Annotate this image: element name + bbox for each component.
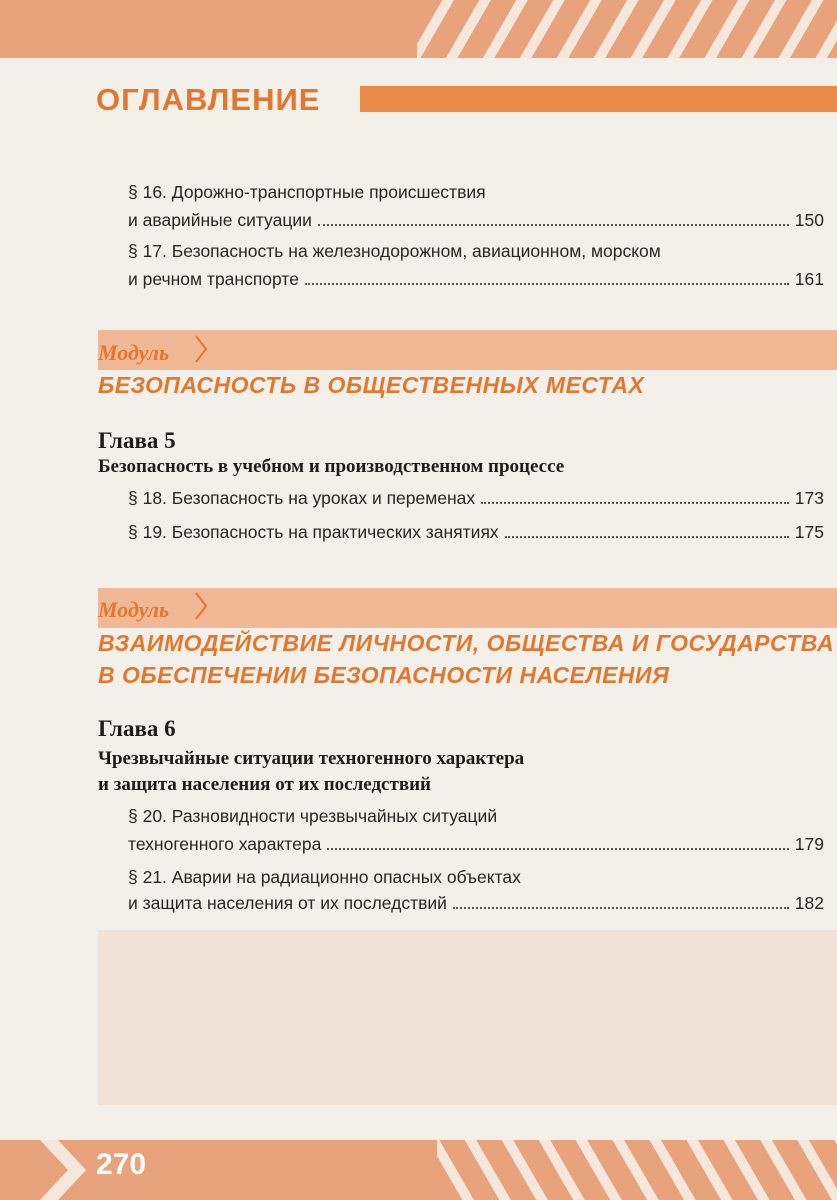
toc-entry-17-line2: и речном транспорте bbox=[128, 269, 299, 289]
module-title-line2: В ОБЕСПЕЧЕНИИ БЕЗОПАСНОСТИ НАСЕЛЕНИЯ bbox=[98, 662, 670, 688]
dot-leader bbox=[305, 283, 789, 285]
toc-entry-text: § 18. Безопасность на уроках и переменах bbox=[128, 488, 476, 508]
toc-entry-16[interactable] bbox=[128, 210, 824, 231]
decorative-panel bbox=[98, 930, 837, 1105]
toc-page-number: 161 bbox=[794, 269, 824, 289]
toc-page-number: 182 bbox=[794, 893, 824, 913]
chapter-title: Безопасность в учебном и производственном процессе bbox=[98, 456, 565, 477]
toc-entry-20-line2: техногенного характера bbox=[128, 834, 322, 854]
toc-entry-17[interactable] bbox=[128, 269, 824, 290]
chapter-number: Глава 6 bbox=[98, 716, 176, 741]
footer-stripes bbox=[437, 1140, 837, 1200]
toc-entry-17-line1[interactable]: § 17. Безопасность на железнодорожном, авиационном, морском bbox=[128, 241, 661, 261]
toc-page-number: 175 bbox=[794, 522, 824, 542]
module-band bbox=[98, 330, 837, 370]
chapter-title-line2: и защита населения от их последствий bbox=[98, 774, 431, 795]
toc-entry-21-line1[interactable]: § 21. Аварии на радиационно опасных объектах bbox=[128, 867, 521, 887]
module-label: Модуль bbox=[98, 597, 170, 622]
toc-page-number: 179 bbox=[794, 834, 824, 854]
dot-leader bbox=[327, 848, 788, 850]
dot-leader bbox=[481, 502, 789, 504]
module-label: Модуль bbox=[98, 340, 170, 365]
toc-entry-18[interactable] bbox=[128, 488, 824, 509]
chevron-right-icon bbox=[40, 1140, 90, 1200]
toc-entry-21[interactable] bbox=[128, 893, 824, 914]
dot-leader bbox=[318, 224, 789, 226]
top-decorative-band bbox=[0, 0, 837, 58]
toc-entry-16-line1[interactable]: § 16. Дорожно-транспортные происшествия bbox=[128, 182, 486, 202]
module-band bbox=[98, 588, 837, 628]
toc-page-number: 173 bbox=[794, 488, 824, 508]
toc-entry-text: § 19. Безопасность на практических занятиях bbox=[128, 522, 499, 542]
chapter-title-line1: Чрезвычайные ситуации техногенного характера bbox=[98, 748, 525, 769]
chevron-right-icon bbox=[194, 334, 208, 364]
dot-leader bbox=[453, 907, 789, 909]
module-title-line1: ВЗАИМОДЕЙСТВИЕ ЛИЧНОСТИ, ОБЩЕСТВА И ГОСУДАРСТВА bbox=[98, 630, 835, 656]
module-title: БЕЗОПАСНОСТЬ В ОБЩЕСТВЕННЫХ МЕСТАХ bbox=[98, 372, 645, 398]
toc-page-number: 150 bbox=[794, 210, 824, 230]
page-title: ОГЛАВЛЕНИЕ bbox=[96, 82, 321, 117]
page-number: 270 bbox=[96, 1148, 147, 1181]
toc-entry-20[interactable] bbox=[128, 834, 824, 855]
top-stripes bbox=[417, 0, 837, 58]
toc-entry-19[interactable] bbox=[128, 522, 824, 543]
toc-entry-21-line2: и защита населения от их последствий bbox=[128, 893, 447, 913]
chevron-right-icon bbox=[194, 591, 208, 621]
toc-entry-16-line2: и аварийные ситуации bbox=[128, 210, 312, 230]
toc-entry-20-line1[interactable]: § 20. Разновидности чрезвычайных ситуаций bbox=[128, 806, 498, 826]
dot-leader bbox=[505, 536, 789, 538]
chapter-number: Глава 5 bbox=[98, 428, 176, 453]
heading-bar bbox=[360, 86, 837, 112]
